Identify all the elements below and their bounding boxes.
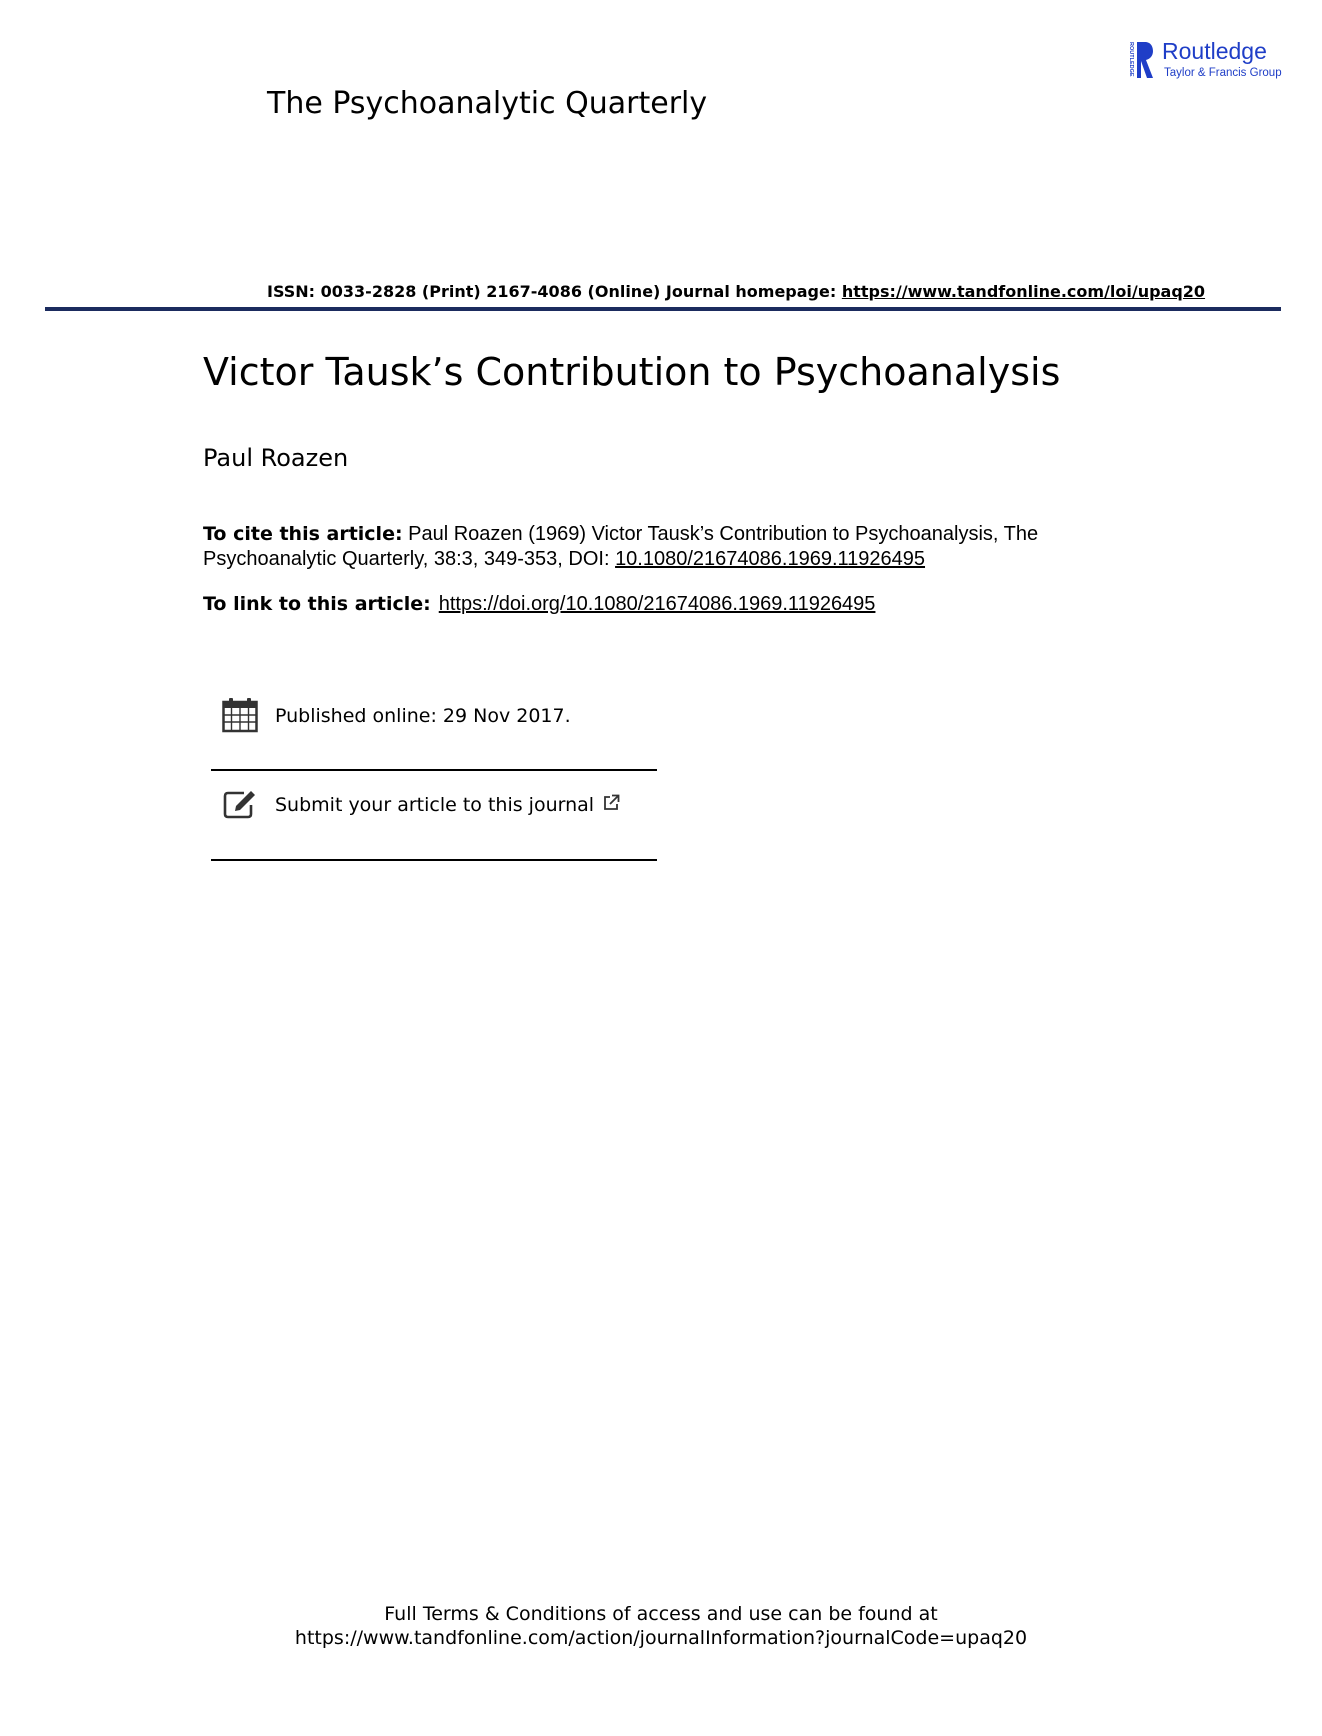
- article-link-label: To link to this article:: [203, 593, 431, 615]
- logo-subtitle: Taylor & Francis Group: [1164, 67, 1282, 79]
- citation-label: To cite this article:: [203, 523, 403, 545]
- issn-text: ISSN: 0033-2828 (Print) 2167-4086 (Online) Journal homepage:: [267, 282, 842, 301]
- divider: [211, 859, 657, 861]
- author-name: Paul Roazen: [203, 444, 349, 472]
- routledge-logo-mark: [1128, 38, 1154, 82]
- logo-vertical-text: ROUTLEDGE: [1128, 42, 1134, 77]
- article-link-block: [203, 591, 875, 616]
- footer-terms-url[interactable]: https://www.tandfonline.com/action/journalInformation?journalCode=upaq20: [294, 1627, 1028, 1649]
- footer-terms: [0, 1602, 1322, 1650]
- citation-doi-link[interactable]: 10.1080/21674086.1969.11926495: [615, 548, 926, 570]
- journal-homepage-link[interactable]: https://www.tandfonline.com/loi/upaq20: [841, 282, 1206, 301]
- edit-icon: [222, 786, 258, 822]
- external-link-icon: [602, 794, 620, 812]
- submit-article-text: Submit your article to this journal: [275, 794, 595, 816]
- logo-name: Routledge: [1162, 38, 1267, 64]
- calendar-icon: [222, 697, 258, 733]
- article-doi-link[interactable]: https://doi.org/10.1080/21674086.1969.11926495: [438, 593, 876, 615]
- article-title: Victor Tausk’s Contribution to Psychoanalysis: [203, 350, 1061, 394]
- issn-line: [267, 282, 1205, 301]
- routledge-logo[interactable]: [1128, 38, 1288, 84]
- published-online-text: Published online: 29 Nov 2017.: [275, 705, 571, 727]
- divider: [211, 769, 657, 771]
- citation-block: [203, 522, 1103, 572]
- footer-terms-text: Full Terms & Conditions of access and use can be found at: [384, 1603, 938, 1625]
- journal-title: The Psychoanalytic Quarterly: [267, 86, 708, 121]
- citation-text: Paul Roazen (1969) Victor Tausk’s Contribution to Psychoanalysis, The Psychoanalytic Quarterly, 38:3, 349-353, DOI:: [203, 523, 1039, 570]
- submit-article-link[interactable]: [275, 794, 620, 816]
- header-rule: [45, 307, 1281, 311]
